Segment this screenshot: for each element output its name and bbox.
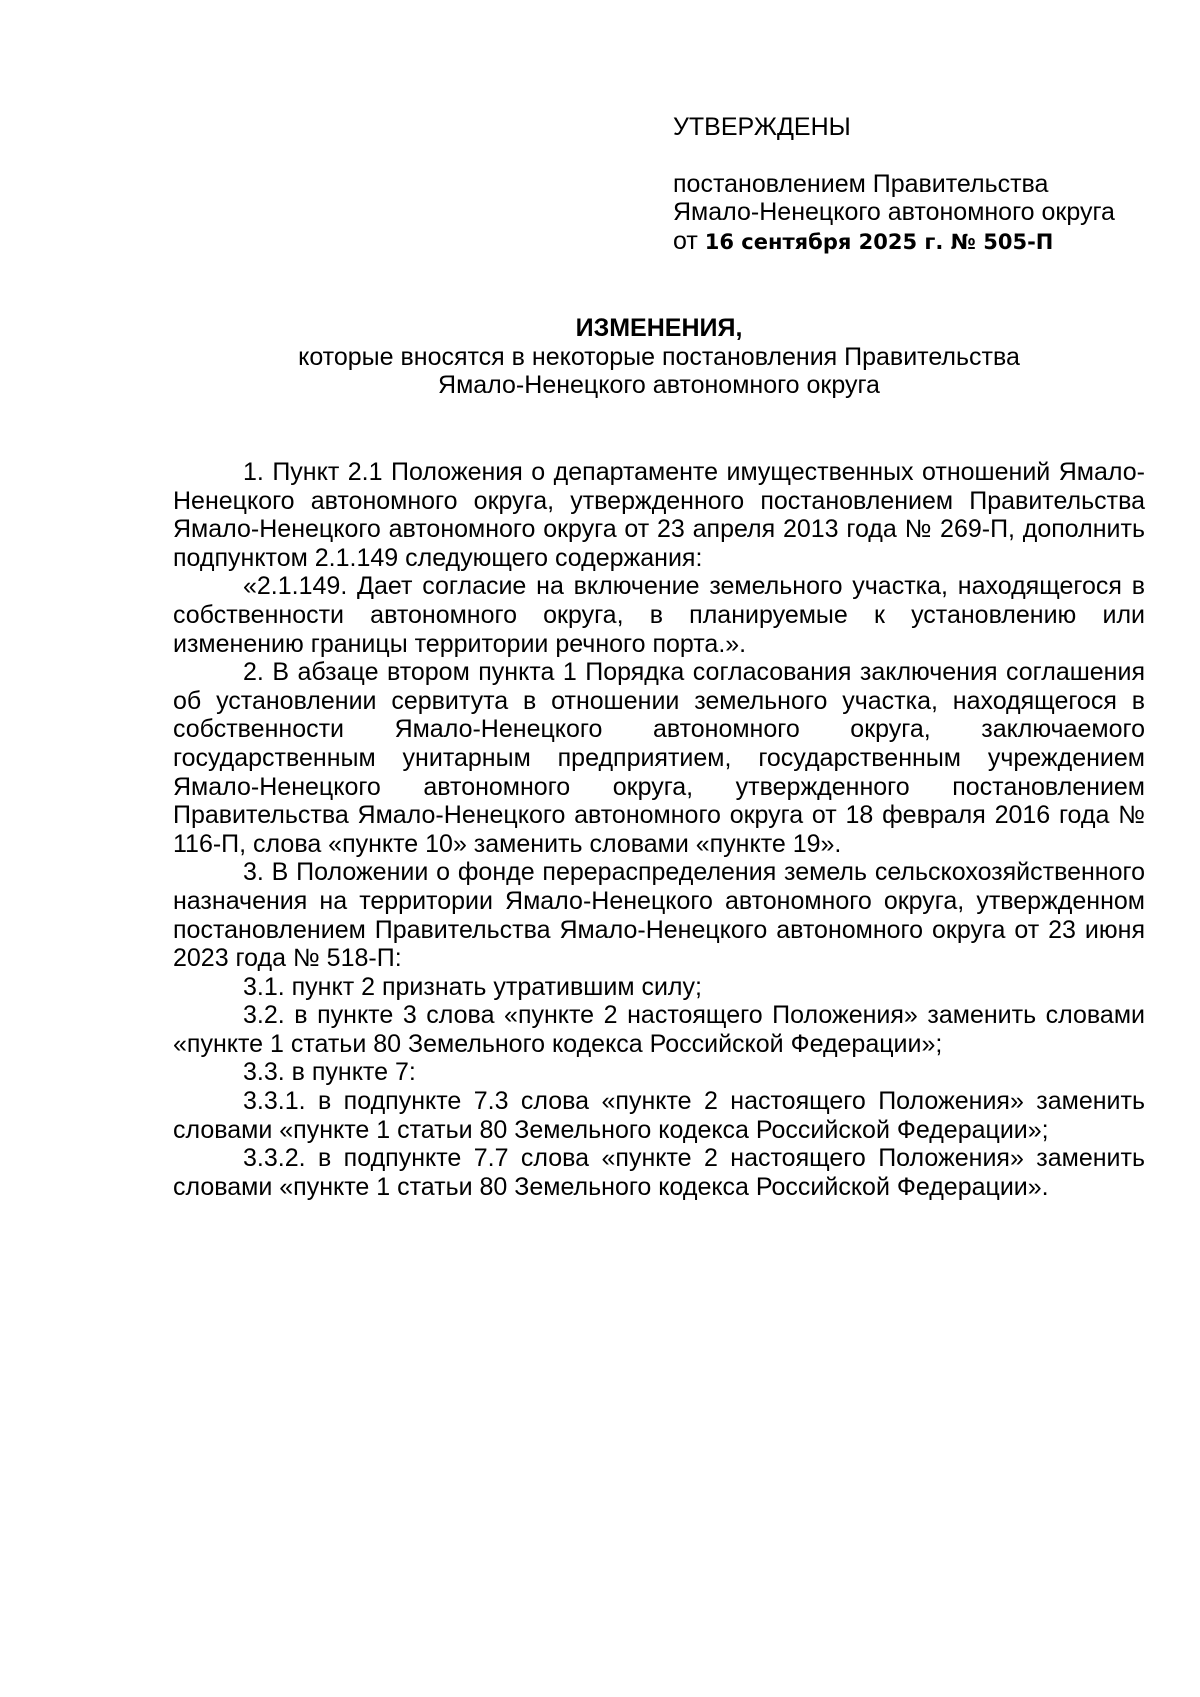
approval-line-1: постановлением Правительства [673, 169, 1049, 198]
document-body [173, 458, 1145, 1201]
paragraph-1-quote: «2.1.149. Дает согласие на включение земельного участка, находящегося в собственности автономного округа, в планируемые к установлению или изменению границы территории речного порта.». [173, 572, 1145, 658]
approval-date-line [673, 227, 1173, 257]
paragraph-2: 2. В абзаце втором пункта 1 Порядка согласования заключения соглашения об установлении сервитута в отношении земельного участка, находящегося в собственности Ямало-Ненецкого автономного округа, заключаемого государственным унитарным предприятием, государственным учреждением Ямало-Ненецкого автономного округа, утвержденного постановлением Правительства Ямало-Ненецкого автономного округа от 18 февраля 2016 года № 116-П, слова «пункте 10» заменить словами «пункте 19». [173, 658, 1145, 858]
document-subtitle-line-2: Ямало-Ненецкого автономного округа [438, 371, 880, 400]
document-subtitle-line-1: которые вносятся в некоторые постановления Правительства [298, 342, 1020, 371]
approval-line-2: Ямало-Ненецкого автономного округа [673, 198, 1115, 227]
paragraph-3: 3. В Положении о фонде перераспределения земель сельскохозяйственного назначения на территории Ямало-Ненецкого автономного округа, утвержденном постановлением Правительства Ямало-Ненецкого автономного округа от 23 июня 2023 года № 518-П: [173, 858, 1145, 973]
paragraph-3-3: 3.3. в пункте 7: [243, 1058, 416, 1087]
approval-block [673, 113, 1173, 256]
paragraph-3-1: 3.1. пункт 2 признать утратившим силу; [243, 972, 702, 1001]
paragraph-3-3-1: 3.3.1. в подпункте 7.3 слова «пункте 2 настоящего Положения» заменить словами «пункте 1 статьи 80 Земельного кодекса Российской Федерации»; [173, 1087, 1145, 1144]
paragraph-1: 1. Пункт 2.1 Положения о департаменте имущественных отношений Ямало-Ненецкого автономного округа, утвержденного постановлением Правительства Ямало-Ненецкого автономного округа от 23 апреля 2013 года № 269-П, дополнить подпунктом 2.1.149 следующего содержания: [173, 458, 1145, 572]
approval-date-prefix: от [673, 226, 705, 255]
paragraph-3-3-2: 3.3.2. в подпункте 7.7 слова «пункте 2 настоящего Положения» заменить словами «пункте 1 статьи 80 Земельного кодекса Российской Федерации». [173, 1144, 1145, 1201]
document-title: ИЗМЕНЕНИЯ, [575, 314, 743, 342]
approval-stamp: УТВЕРЖДЕНЫ [673, 113, 851, 141]
paragraph-3-2: 3.2. в пункте 3 слова «пункте 2 настоящего Положения» заменить словами «пункте 1 статьи 80 Земельного кодекса Российской Федерации»; [173, 1001, 1145, 1058]
document-heading [173, 314, 1145, 400]
approval-date-value: 16 сентября 2025 г. № 505-П [704, 229, 1054, 254]
